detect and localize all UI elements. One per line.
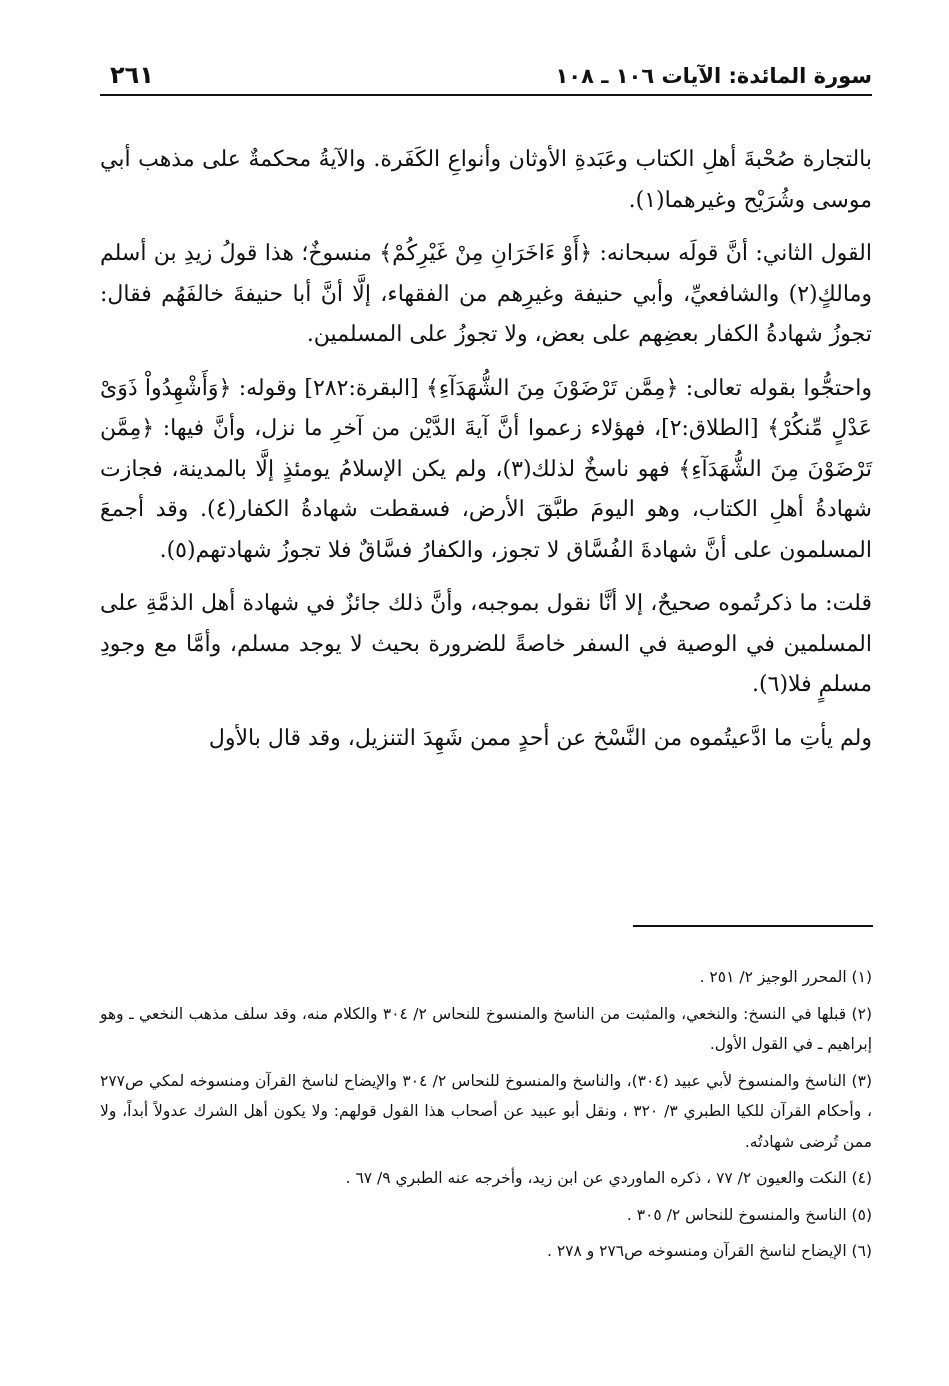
main-text	[100, 140, 872, 772]
footnote: (٢) قبلها في النسخ: والنخعي، والمثبت من الناسخ والمنسوخ للنحاس ٢/ ٣٠٤ والكلام منه، وقد سلف مذهب النخعي ـ وهو إبراهيم ـ في القول الأول.	[100, 1004, 872, 1053]
footnote-divider	[633, 925, 873, 927]
footnote: (٤) النكت والعيون ٢/ ٧٧ ، ذكره الماوردي عن ابن زيد، وأخرجه عنه الطبري ٩/ ٦٧ .	[345, 1169, 872, 1187]
footnotes	[100, 962, 872, 1273]
paragraph: قلت: ما ذكرتُموه صحيحٌ، إلا أنَّا نقول بموجبه، وأنَّ ذلك جائزٌ في شهادة أهل الذمَّةِ على المسلمين في الوصية في السفر خاصةً للضرورة بحيث لا يوجد مسلم، وأمَّا مع وجودِ مسلمٍ فلا(٦).	[100, 591, 872, 697]
paragraph: القول الثاني: أنَّ قولَه سبحانه: ﴿أَوْ ءَاخَرَانِ مِنْ غَيْرِكُمْ﴾ منسوخٌ؛ هذا قولُ زيدِ بن أسلم ومالكٍ(٢) والشافعيِّ، وأبي حنيفة وغيرِهم من الفقهاء، إلَّا أنَّ أبا حنيفةَ خالفَهُم فقال: تجوزُ شهادةُ الكفار بعضِهم على بعض، ولا تجوزُ على المسلمين.	[100, 241, 872, 347]
paragraph: ولم يأتِ ما ادَّعيتُموه من النَّسْخ عن أحدٍ ممن شَهِدَ التنزيل، وقد قال بالأول	[208, 725, 872, 751]
page-number: ٢٦١	[110, 61, 154, 89]
footnote: (٣) الناسخ والمنسوخ لأبي عبيد (٣٠٤)، والناسخ والمنسوخ للنحاس ٢/ ٣٠٤ والإيضاح لناسخ القرآن ومنسوخه لمكي ص٢٧٧ ، وأحكام القرآن للكيا الطبري ٣/ ٣٢٠ ، ونقل أبو عبيد عن أصحاب هذا القول قولهم: ولا يكون أهل الشرك عدولاً أبداً، ولا ممن تُرضى شهادتُه.	[100, 1071, 872, 1151]
paragraph: بالتجارة صُحْبةَ أهلِ الكتاب وعَبَدةِ الأوثان وأنواعِ الكَفَرة. والآيةُ محكمةٌ على مذهب أبي موسى وشُرَيْح وغيرهما(١).	[100, 147, 872, 213]
footnote: (١) المحرر الوجيز ٢/ ٢٥١ .	[699, 968, 872, 986]
running-header	[100, 58, 872, 96]
paragraph: واحتجُّوا بقوله تعالى: ﴿مِمَّن تَرْضَوْنَ مِنَ الشُّهَدَآءِ﴾ [البقرة:٢٨٢] وقوله: ﴿وَأَشْهِدُواْ ذَوَىْ عَدْلٍ مِّنكُرْ﴾ [الطلاق:٢]، فهؤلاء زعموا أنَّ آيةَ الدَّيْن من آخرِ ما نزل، وأنَّ فيها: ﴿مِمَّن تَرْضَوْنَ مِنَ الشُّهَدَآءِ﴾ فهو ناسخٌ لذلك(٣)، ولم يكن الإسلامُ يومئذٍ إلَّا بالمدينة، فجازت شهادةُ أهلِ الكتاب، وهو اليومَ طبَّقَ الأرض، فسقطت شهادةُ الكفار(٤). وقد أجمعَ المسلمون على أنَّ شهادةَ الفُسَّاق لا تجوز، والكفارُ فسَّاقٌ فلا تجوزُ شهادتهم(٥).	[100, 375, 873, 563]
header-title: سورة المائدة: الآيات ١٠٦ ـ ١٠٨	[555, 64, 872, 88]
footnote: (٦) الإيضاح لناسخ القرآن ومنسوخه ص٢٧٦ و ٢٧٨ .	[546, 1242, 872, 1260]
footnote: (٥) الناسخ والمنسوخ للنحاس ٢/ ٣٠٥ .	[626, 1205, 872, 1224]
